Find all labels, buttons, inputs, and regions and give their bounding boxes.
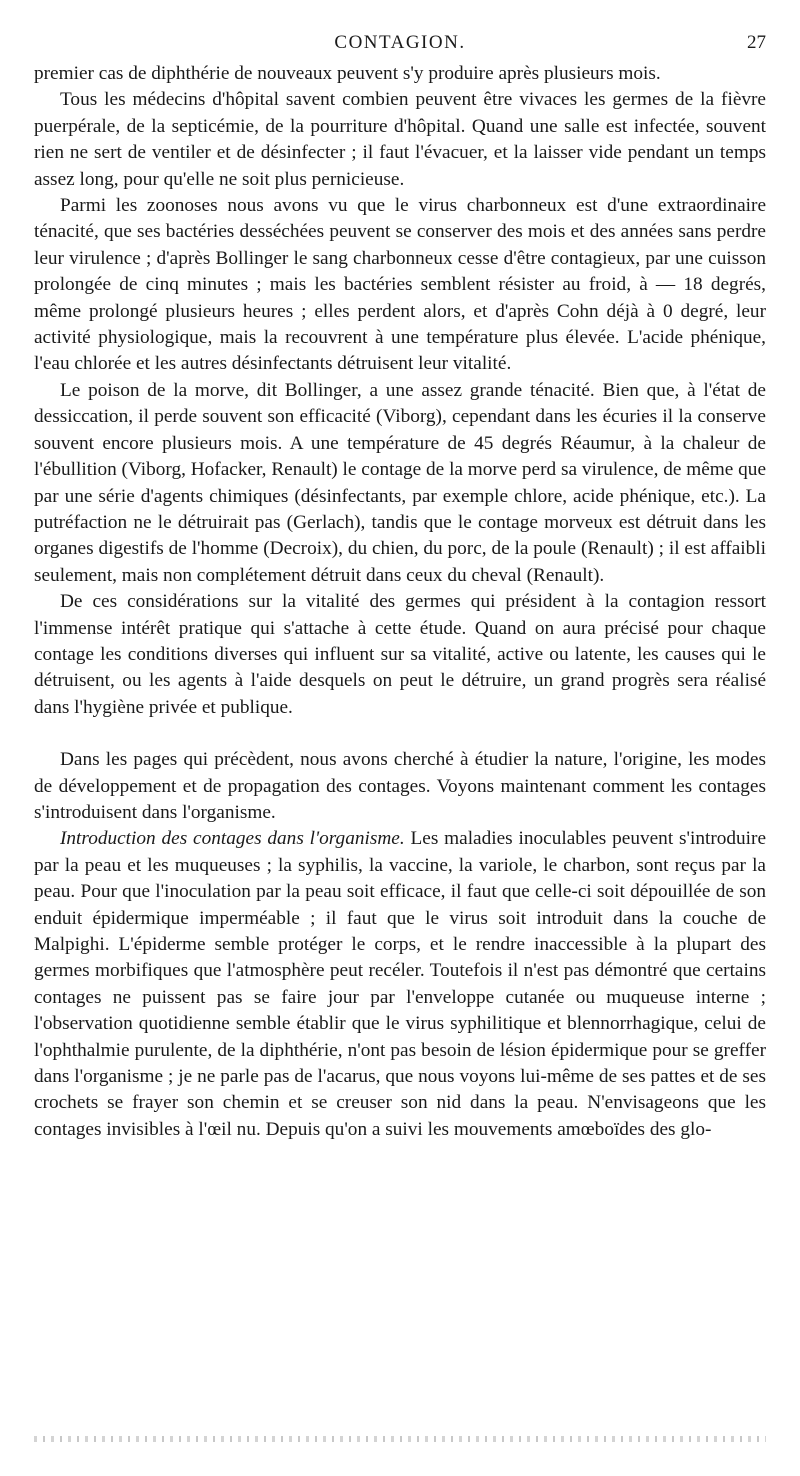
running-title: CONTAGION.	[334, 32, 466, 53]
paragraph-introduction: Dans les pages qui précèdent, nous avons cherché à étudier la nature, l'origine, les modes de développement et de propagation des contages. Voyons maintenant comment les contages s'introduisent dans l'organisme.	[34, 749, 766, 823]
paragraph-morve: Le poison de la morve, dit Bollinger, a une assez grande ténacité. Bien que, à l'état de dessiccation, il perde souvent son efficacité (Viborg), cependant dans les écuries il la conserve souvent encore plusieurs mois. A une température de 45 degrés Réaumur, à la chaleur de l'ébullition (Viborg, Hofacker, Renault) le contage de la morve perd sa virulence, de même que par une série d'agents chimiques (désinfectants, par exemple chlore, acide phénique, etc.). La putréfaction ne le détruirait pas (Gerlach), tandis que le contage morveux est détruit dans les organes digestifs de l'homme (Decroix), du chien, du porc, de la poule (Renault) ; il est affaibli seulement, mais non complétement détruit dans ceux du cheval (Renault).	[34, 379, 766, 586]
paragraph-zoonoses: Parmi les zoonoses nous avons vu que le virus charbonneux est d'une extraordinaire ténacité, que ses bactéries desséchées peuvent se conserver des mois et des années sans perdre leur virulence ; d'après Bollinger le sang charbonneux cesse d'être contagieux, par une cuisson prolongée de cinq minutes ; mais les bactéries semblent résister au froid, à — 18 degrés, même prolongé plusieurs heures ; elles perdent alors, et d'après Cohn déjà à 0 degré, leur activité physiologique, mais la recouvrent à une température plus élevée. L'acide phénique, l'eau chlorée et les autres désinfectants détruisent leur vitalité.	[34, 195, 766, 375]
paragraph-hospital-germs: Tous les médecins d'hôpital savent combien peuvent être vivaces les germes de la fièvre puerpérale, de la septicémie, de la pourriture d'hôpital. Quand une salle est infectée, souvent rien ne sert de ventiler et de désinfecter ; il faut l'évacuer, et la laisser vide pendant un temps assez long, pour qu'elle ne soit plus pernicieuse.	[34, 89, 766, 190]
paragraph-contage-introduction	[34, 826, 766, 1143]
section-text: Les maladies inoculables peuvent s'introduire par la peau et les muqueuses ; la syphilis, la vaccine, la variole, le charbon, sont reçus par la peau. Pour que l'inoculation par la peau soit efficace, il faut que celle-ci soit dépouillée de son enduit épidermique imperméable ; il faut que le virus soit introduit dans la couche de Malpighi. L'épiderme semble protéger le corps, et le rendre inaccessible à la plupart des germes morbifiques que l'atmosphère peut recéler. Toutefois il n'est pas démontré que certains contages ne puissent pas se faire jour par l'enveloppe cutanée ou muqueuse interne ; l'observation quotidienne semble établir que le virus syphilitique et blennorrhagique, celui de l'ophthalmie purulente, de la diphthérie, n'ont pas besoin de lésion épidermique pour se greffer dans l'organisme ; je ne parle pas de l'acarus, que nous voyons lui-même de ses pattes et de ses crochets se frayer son chemin et se creuser son nid dans la peau. N'envisageons que les contages invisibles à l'œil nu. Depuis qu'on a suivi les mouvements amœboïdes des glo-	[34, 828, 767, 1140]
body-text	[34, 61, 766, 1143]
section-lead-heading: Introduction des contages dans l'organisme.	[60, 828, 405, 850]
page-number: 27	[747, 32, 766, 53]
paragraph-continuation: premier cas de diphthérie de nouveaux peuvent s'y produire après plusieurs mois.	[34, 63, 661, 84]
paragraph-vitality: De ces considérations sur la vitalité des germes qui président à la contagion ressort l'immense intérêt pratique qui s'attache à cette étude. Quand on aura précisé pour chaque contage les conditions diverses qui influent sur sa vitalité, active ou latente, les causes qui le détruisent, ou les agents à l'aide desquels on peut le détruire, un grand progrès sera réalisé dans l'hygiène privée et publique.	[34, 591, 766, 718]
page-header	[34, 28, 766, 58]
scan-artifact-line	[34, 1436, 766, 1442]
